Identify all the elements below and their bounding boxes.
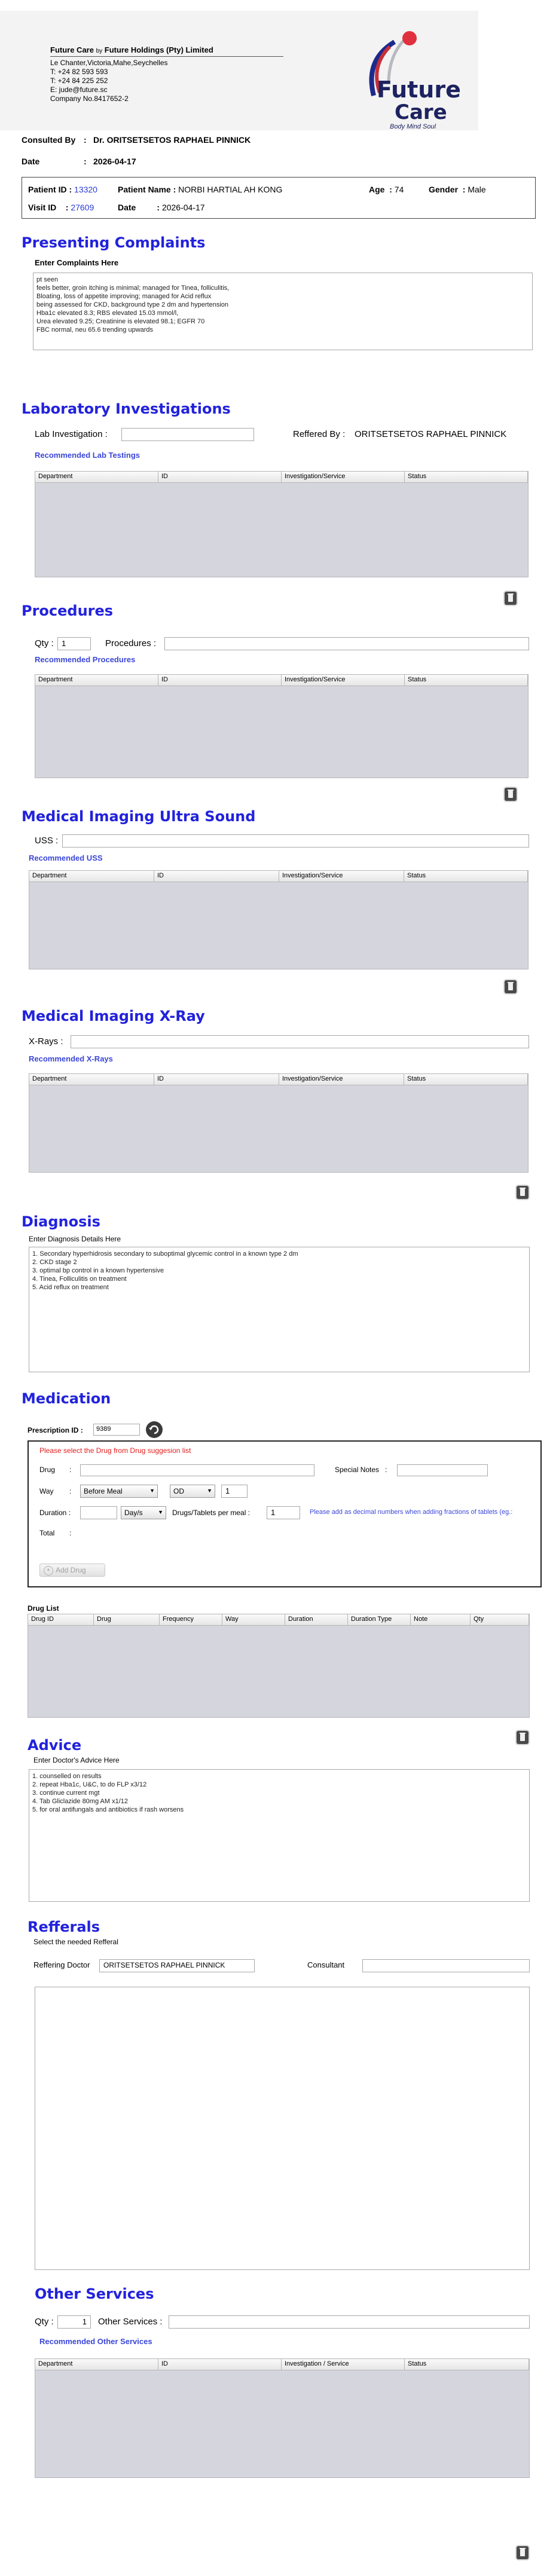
other-services-label: Other Services : [98,2317,163,2327]
duration-input[interactable] [80,1506,117,1519]
xray-label: X-Rays : [29,1036,63,1047]
total-label: Total [39,1529,55,1537]
other-services-grid [35,2358,530,2478]
patient-id-label: Patient ID [28,185,67,194]
advice-textarea[interactable] [29,1769,530,1902]
text-line: Urea elevated 9.25; Creatinine is elevated 98.1; EGFR 70 [36,318,205,325]
logo-word-future: Future [377,77,461,103]
procedures-title: Procedures [22,602,114,619]
text-line: 5. for oral antifungals and antibiotics if rash worsens [32,1806,184,1813]
frequency-count-input[interactable]: 1 [221,1485,248,1498]
procedures-qty-input[interactable]: 1 [57,637,91,650]
special-notes-label: Special Notes [335,1466,380,1474]
drug-warning-text: Please select the Drug from Drug suggesion list [39,1446,191,1455]
lab-investigation-label: Lab Investigation : [35,429,108,439]
procedures-qty-label: Qty : [35,638,54,648]
column-header[interactable]: Department [29,871,154,882]
column-header[interactable]: Investigation/Service [279,1074,404,1085]
column-header[interactable]: Investigation/Service [279,871,404,882]
prescription-id-input[interactable]: 9389 [93,1424,140,1436]
company-address: Le Chanter,Victoria,Mahe,Seychelles T: +24 82 593 593 T: +24 84 225 252 E: jude@future.sc Company No.8417652-2 [50,59,168,103]
uss-delete-icon[interactable] [505,980,517,993]
way-select[interactable]: Before Meal ▼ [80,1485,158,1498]
column-header[interactable]: ID [158,2359,282,2370]
text-line: 1. Secondary hyperhidrosis secondary to suboptimal glycemic control in a known type 2 dm [32,1250,298,1258]
company-name: Future Care by Future Holdings (Pty) Limited [50,45,213,54]
text-line: 2. CKD stage 2 [32,1259,77,1266]
fraction-hint-text: Please add as decimal numbers when adding fractions of tablets (eg.: [310,1509,513,1516]
column-header[interactable]: ID [158,675,282,686]
duration-unit-select[interactable]: Day/s ▼ [121,1506,166,1519]
xray-delete-icon[interactable] [517,1186,528,1199]
advice-subtitle: Enter Doctor's Advice Here [33,1756,120,1764]
column-header[interactable]: Qty [471,1614,529,1625]
column-header[interactable]: Investigation/Service [282,675,405,686]
uss-grid [29,870,528,969]
column-header[interactable]: Status [404,871,528,882]
consultant-input[interactable] [362,1959,530,1972]
text-line: Bloating, loss of appetite improving; managed for Acid reflux [36,293,212,300]
column-header[interactable]: Department [35,2359,158,2370]
presenting-complaints-title: Presenting Complaints [22,234,206,251]
consulted-by-doctor: Dr. ORITSETSETOS RAPHAEL PINNICK [93,135,251,145]
drug-colon: : [69,1466,72,1474]
patient-name-label: Patient Name [118,185,171,194]
text-line: 4. Tab Gliclazide 80mg AM x1/12 [32,1798,128,1805]
recommended-uss-link[interactable]: Recommended USS [29,853,103,862]
advice-title: Advice [28,1737,82,1754]
consulted-by-label: Consulted By [22,135,76,145]
age-label: Age [369,185,385,194]
column-header[interactable]: Way [222,1614,285,1625]
refresh-icon[interactable] [146,1421,163,1438]
drug-list-title: Drug List [28,1604,59,1613]
duration-label: Duration : [39,1509,71,1517]
text-line: feels better, groin itching is minimal; managed for Tinea, folliculitis, [36,284,230,292]
other-qty-label: Qty : [35,2317,54,2327]
visit-date: 2026-04-17 [161,203,205,212]
gender-value: Male [468,185,486,194]
procedures-input[interactable] [164,637,529,650]
drug-label: Drug [39,1466,56,1474]
add-circle-icon: + [44,1566,53,1575]
column-header[interactable]: Duration [285,1614,348,1625]
column-header[interactable]: ID [154,1074,279,1085]
other-services-input[interactable] [169,2315,530,2329]
column-header[interactable]: Note [411,1614,471,1625]
tablets-per-meal-label: Drugs/Tablets per meal : [172,1509,250,1517]
drug-input[interactable] [80,1464,314,1476]
visit-id-link[interactable]: 27609 [71,203,94,212]
uss-input[interactable] [62,834,529,848]
text-line: 1. counselled on results [32,1773,102,1780]
patient-name: NORBI HARTIAL AH KONG [178,185,283,194]
special-notes-colon: : [385,1466,387,1474]
column-header[interactable]: Department [35,675,158,686]
future-care-logo [353,24,461,130]
recommended-lab-link[interactable]: Recommended Lab Testings [35,451,140,460]
column-header[interactable]: Status [404,1074,528,1085]
special-notes-input[interactable] [397,1464,488,1476]
text-line: pt seen [36,276,59,283]
consult-date: 2026-04-17 [93,157,136,166]
procedures-grid-header [35,675,528,686]
complaints-subtitle: Enter Complaints Here [35,258,119,267]
xray-grid-header [29,1074,528,1085]
column-header[interactable]: Frequency [160,1614,222,1625]
text-line: FBC normal, neu 65.6 trending upwards [36,326,154,334]
lab-investigation-input[interactable] [121,428,254,441]
column-header[interactable]: Status [405,472,528,482]
procedures-delete-icon[interactable] [505,788,517,801]
text-line: 3. continue current mgt [32,1789,100,1797]
column-header[interactable]: Department [29,1074,154,1085]
way-label: Way [39,1487,54,1495]
drug-list-delete-icon[interactable] [517,1731,528,1744]
add-drug-label: Add Drug [56,1566,86,1574]
referring-doctor-label: Reffering Doctor [33,1960,90,1969]
consult-date-colon: : [84,157,87,166]
consulted-by-colon: : [84,135,87,145]
logo-word-care: Care [395,100,447,124]
column-header[interactable]: Drug ID [28,1614,94,1625]
referring-doctor-input[interactable]: ORITSETSETOS RAPHAEL PINNICK [99,1959,255,1972]
column-header[interactable]: Drug [94,1614,160,1625]
lab-grid-header [35,472,528,483]
procedures-grid [35,674,528,778]
other-services-header [35,2359,529,2370]
uss-label: USS : [35,836,59,846]
gender-label: Gender [429,185,459,194]
drug-list-grid [28,1614,530,1718]
referral-letter-textarea[interactable] [35,1987,530,2270]
letterhead-rule [50,56,283,57]
complaints-textarea[interactable] [33,273,533,350]
recommended-procedures-link[interactable]: Recommended Procedures [35,655,136,664]
visit-id-label: Visit ID [28,203,57,212]
text-line: Hba1c elevated 8.3; RBS elevated 15.03 mmol/l, [36,310,179,317]
other-services-delete-icon[interactable] [517,2546,528,2559]
xray-grid [29,1073,528,1173]
other-services-title: Other Services [35,2286,154,2302]
logo-tagline: Body Mind Soul [390,123,436,130]
referrals-subtitle: Select the needed Refferal [33,1938,118,1946]
consultant-label: Consultant [307,1960,345,1969]
text-line: 3. optimal bp control in a known hypertensive [32,1267,164,1274]
consult-date-label: Date [22,157,40,166]
text-line: 5. Acid reflux on treatment [32,1284,109,1291]
text-line: 4. Tinea, Folliculitis on treatment [32,1275,127,1283]
way-colon: : [69,1487,72,1495]
patient-id-link[interactable]: 13320 [74,185,97,194]
text-line: being assessed for CKD, background type 2 dm and hypertension [36,301,229,308]
frequency-select[interactable]: OD ▼ [170,1485,215,1498]
patient-info-box: Patient ID : 13320 Patient Name : NORBI HARTIAL AH KONG Age : 74 Gender : Male Visit ID : 27609 Date : 2026-04-17 [22,177,536,219]
other-qty-input[interactable]: 1 [57,2315,91,2329]
drug-list-header [28,1614,529,1626]
diagnosis-subtitle: Enter Diagnosis Details Here [29,1235,121,1243]
add-drug-button[interactable] [39,1564,105,1577]
referred-by-value: ORITSETSETOS RAPHAEL PINNICK [355,429,507,439]
text-line: 2. repeat Hba1c, U&C, to do FLP x3/12 [32,1781,147,1788]
referrals-title: Refferals [28,1919,100,1935]
column-header[interactable]: Department [35,472,158,482]
age-value: 74 [394,185,404,194]
prescription-id-label: Prescription ID : [28,1426,83,1434]
referred-by-label: Reffered By : [293,429,346,439]
lab-grid [35,471,528,577]
laboratory-title: Laboratory Investigations [22,400,231,417]
column-header[interactable]: ID [158,472,282,482]
total-colon: : [69,1529,72,1537]
diagnosis-title: Diagnosis [22,1213,100,1230]
column-header[interactable]: ID [154,871,279,882]
column-header[interactable]: Investigation/Service [282,472,405,482]
column-header[interactable]: Status [405,675,528,686]
drug-entry-panel [28,1440,542,1587]
lab-delete-icon[interactable] [505,592,517,605]
diagnosis-textarea[interactable] [29,1247,530,1372]
recommended-xray-link[interactable]: Recommended X-Rays [29,1054,113,1063]
xray-title: Medical Imaging X-Ray [22,1008,205,1024]
xray-input[interactable] [71,1035,529,1048]
column-header[interactable]: Status [405,2359,529,2370]
visit-date-label: Date [118,203,136,212]
uss-grid-header [29,871,528,882]
medication-title: Medication [22,1390,111,1407]
procedures-label: Procedures : [105,638,157,648]
uss-title: Medical Imaging Ultra Sound [22,808,256,825]
recommended-other-link[interactable]: Recommended Other Services [39,2337,152,2346]
tablets-per-meal-input[interactable]: 1 [267,1506,300,1519]
column-header[interactable]: Investigation / Service [282,2359,405,2370]
column-header[interactable]: Duration Type [348,1614,411,1625]
